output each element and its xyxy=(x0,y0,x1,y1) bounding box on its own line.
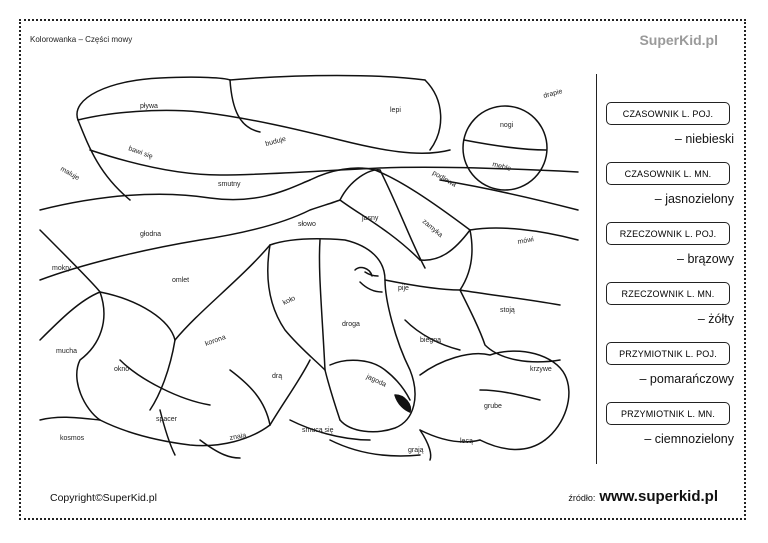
word-label: lepi xyxy=(390,107,401,114)
legend-box: PRZYMIOTNIK L. POJ. xyxy=(606,342,730,365)
legend-box: RZECZOWNIK L. POJ. xyxy=(606,222,730,245)
word-label: podlewa xyxy=(431,169,458,189)
word-label: koło xyxy=(281,295,297,307)
legend-item xyxy=(606,102,746,146)
source xyxy=(568,488,718,505)
legend-divider xyxy=(596,74,597,464)
source-label: źródło: xyxy=(568,493,596,503)
word-label: pije xyxy=(398,285,409,292)
word-label: maluje xyxy=(59,165,81,183)
legend-box: PRZYMIOTNIK L. MN. xyxy=(606,402,730,425)
word-label: smucą się xyxy=(302,427,334,434)
word-label: jasny xyxy=(362,215,379,222)
word-label: spacer xyxy=(156,416,178,423)
word-label: słowo xyxy=(298,221,316,228)
word-label: okno xyxy=(114,366,130,373)
legend-item xyxy=(606,342,746,386)
word-label: zamyka xyxy=(420,218,444,240)
legend-box: CZASOWNIK L. POJ. xyxy=(606,102,730,125)
word-label: mówi xyxy=(517,236,535,246)
word-label: mucha xyxy=(56,348,78,355)
legend-item xyxy=(606,162,746,206)
legend-box: RZECZOWNIK L. MN. xyxy=(606,282,730,305)
legend-item xyxy=(606,222,746,266)
legend-item xyxy=(606,282,746,326)
word-label: pływa xyxy=(140,103,158,110)
legend-color: – żółty xyxy=(697,312,734,326)
source-url[interactable]: www.superkid.pl xyxy=(599,488,718,505)
word-label: krzywe xyxy=(530,366,552,373)
word-label: omlet xyxy=(172,277,190,284)
page-title: Kolorowanka – Części mowy xyxy=(30,35,133,44)
word-label: znają xyxy=(229,432,247,442)
legend-color: – niebieski xyxy=(674,132,734,146)
word-label: nogi xyxy=(500,122,514,129)
word-label: buduje xyxy=(264,135,287,148)
word-label: bawi się xyxy=(127,145,154,161)
word-label: głodna xyxy=(140,231,162,238)
word-label: meble xyxy=(491,161,512,173)
word-label: smutny xyxy=(218,181,241,188)
word-label: drą xyxy=(272,373,283,380)
legend-color: – brązowy xyxy=(677,252,734,266)
word-label: lecą xyxy=(460,438,473,445)
legend-color: – jasnozielony xyxy=(654,192,734,206)
legend-box: CZASOWNIK L. MN. xyxy=(606,162,730,185)
word-label: korona xyxy=(204,333,227,348)
brand-logo: SuperKid.pl xyxy=(639,32,718,48)
word-label: kosmos xyxy=(60,435,85,442)
word-label: biegną xyxy=(420,337,442,344)
word-label: mokry xyxy=(52,265,72,272)
word-label: jagoda xyxy=(365,373,388,389)
word-label: droga xyxy=(342,321,360,328)
legend-color: – pomarańczowy xyxy=(639,372,734,386)
picture-words xyxy=(52,88,563,454)
word-label: grube xyxy=(484,403,502,410)
copyright: Copyright©SuperKid.pl xyxy=(50,492,157,504)
word-label: drapie xyxy=(542,88,564,100)
word-label: stoją xyxy=(500,307,515,314)
legend-color: – ciemnozielony xyxy=(644,432,734,446)
word-label: grają xyxy=(408,447,424,454)
legend-item xyxy=(606,402,746,446)
